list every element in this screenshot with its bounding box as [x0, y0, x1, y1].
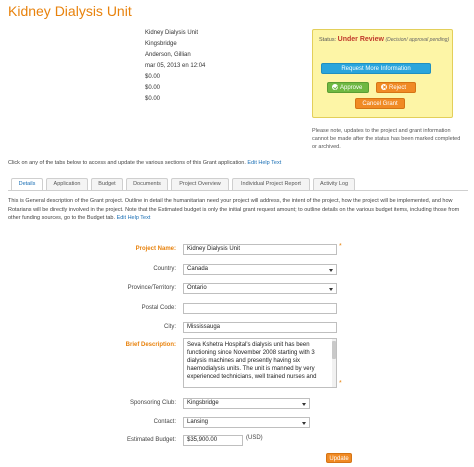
- chevron-down-icon: [329, 288, 333, 291]
- tab-documents[interactable]: Documents: [126, 178, 168, 190]
- postal-code-input[interactable]: [183, 303, 337, 314]
- summary-value: Anderson, Gillian: [145, 52, 191, 58]
- contact-select[interactable]: [183, 417, 310, 428]
- summary-value: $0.00: [145, 96, 161, 102]
- close-icon: [381, 84, 387, 90]
- tabs-intro: [8, 160, 281, 166]
- summary-value: $0.00: [145, 85, 161, 91]
- country-value: Canada: [187, 266, 209, 272]
- approve-button[interactable]: [327, 82, 369, 93]
- summary-value: Kidney Dialysis Unit: [145, 30, 199, 36]
- sponsoring-club-label: Sponsoring Club:: [129, 400, 176, 406]
- summary-value: $0.00: [145, 74, 161, 80]
- brief-description-label: Brief Description:: [125, 342, 176, 348]
- estimated-budget-label: Estimated Budget:: [126, 437, 176, 443]
- textarea-scrollbar[interactable]: [332, 339, 336, 387]
- check-icon: [332, 84, 338, 90]
- country-select[interactable]: [183, 264, 337, 275]
- update-button[interactable]: Update: [326, 453, 352, 463]
- postal-code-label: Postal Code:: [141, 305, 176, 311]
- budget-currency: (USD): [246, 435, 263, 441]
- status-notice: Please note, updates to the project and grant information cannot be made after the status has been marked completed or archived.: [312, 128, 461, 150]
- tab-budget[interactable]: Budget: [91, 178, 123, 190]
- reject-label: Reject: [389, 85, 407, 91]
- cancel-grant-button[interactable]: Cancel Grant: [355, 98, 405, 109]
- required-marker: *: [339, 380, 342, 387]
- tab-activity-log[interactable]: Activity Log: [313, 178, 355, 190]
- province-label: Province/Territory:: [127, 285, 176, 291]
- summary-value: Kingsbridge: [145, 41, 177, 47]
- summary-row: [0, 61, 312, 72]
- contact-value: Lansing: [187, 419, 209, 425]
- estimated-budget-input[interactable]: $35,900.00: [183, 435, 243, 446]
- brief-description-textarea[interactable]: Seva Kshetra Hospital's dialysis unit has been functioning since November 2008 starting with 3 dialysis machines and presently having six haemodialysis units. The unit is manned by very experienced technicians, well trained nurses and: [183, 338, 337, 388]
- scrollbar-thumb[interactable]: [332, 341, 336, 359]
- edit-help-text-link[interactable]: Edit Help Text: [116, 215, 151, 221]
- chevron-down-icon: [302, 403, 306, 406]
- province-value: Ontario: [187, 285, 207, 291]
- tab-application[interactable]: Application: [46, 178, 88, 190]
- city-input[interactable]: Mississauga: [183, 322, 337, 333]
- summary-row: [0, 83, 312, 94]
- status-label: Status:: [319, 37, 337, 43]
- summary-row: [0, 94, 312, 105]
- required-marker: *: [339, 243, 342, 250]
- page-title: Kidney Dialysis Unit: [8, 3, 132, 19]
- details-help-text: [8, 197, 466, 223]
- country-label: Country:: [153, 266, 176, 272]
- project-name-label: Project Name:: [135, 246, 176, 252]
- edit-help-text-link[interactable]: Edit Help Text: [247, 160, 282, 166]
- city-label: City:: [164, 324, 176, 330]
- tab-individual-project-report[interactable]: Individual Project Report: [232, 178, 310, 190]
- summary-value: mar 05, 2013 en 12:04: [145, 63, 206, 69]
- details-description: This is General description of the Grant project. Outline in detail the humanitarian need your project will address, the intent of the project, how the project will be implemented, and how Rotarians will be directly involved in the project. Note that the Estimated budget is only the initial grant request amount; to outline details on the various budget items, including those from other funding sources, go to the Budget tab.: [8, 198, 460, 221]
- chevron-down-icon: [329, 269, 333, 272]
- request-more-information-button[interactable]: Request More Information: [321, 63, 431, 74]
- status-panel: [312, 29, 453, 118]
- reject-button[interactable]: [376, 82, 416, 93]
- sponsoring-club-select[interactable]: [183, 398, 310, 409]
- approve-label: Approve: [340, 85, 363, 91]
- summary-row: [0, 72, 312, 83]
- summary-row: [0, 28, 312, 39]
- status-line: [319, 36, 451, 44]
- province-select[interactable]: [183, 283, 337, 294]
- status-value: Under Review: [337, 36, 384, 43]
- sponsoring-club-value: Kingsbridge: [187, 400, 219, 406]
- status-note: (Decision/ approval pending): [385, 37, 450, 43]
- summary-row: [0, 39, 312, 50]
- intro-text: Click on any of the tabs below to access and update the various sections of this Grant application.: [8, 160, 246, 166]
- chevron-down-icon: [302, 422, 306, 425]
- project-name-input[interactable]: Kidney Dialysis Unit: [183, 244, 337, 255]
- summary-row: [0, 50, 312, 61]
- tab-details[interactable]: Details: [11, 178, 43, 190]
- tab-divider: [8, 190, 468, 191]
- tab-project-overview[interactable]: Project Overview: [171, 178, 229, 190]
- contact-label: Contact:: [153, 419, 176, 425]
